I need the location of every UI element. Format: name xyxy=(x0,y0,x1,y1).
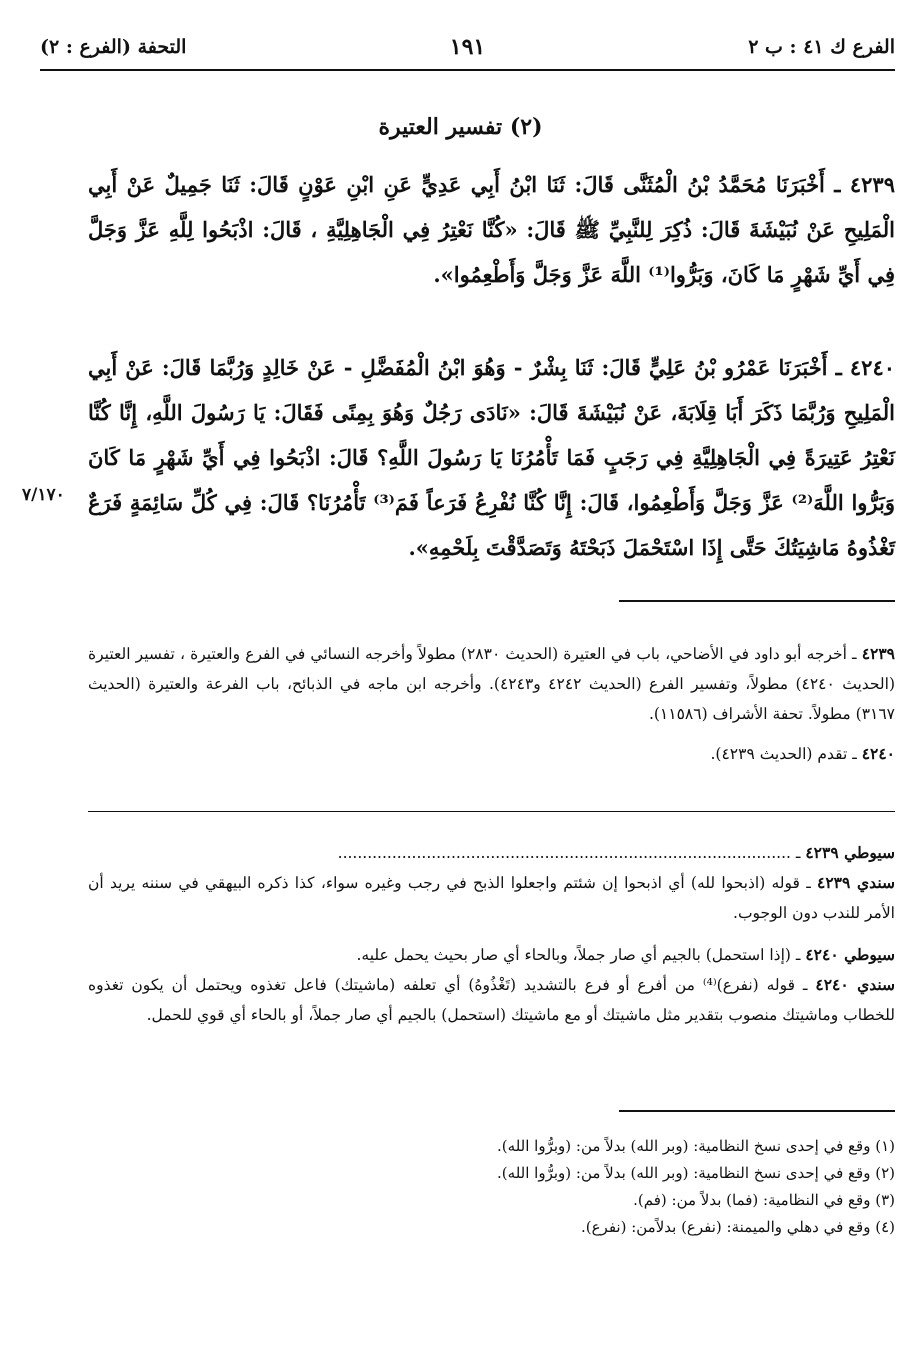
takhrij-number: ٤٢٤٠ xyxy=(861,744,895,763)
commentary-item xyxy=(88,940,895,970)
header-rule xyxy=(40,69,895,71)
hadith-text: ـ أَخْبَرَنَا عَمْرُو بْنُ عَلِيٍّ قَالَ: ثَنَا بِشْرٌ - وَهُوَ ابْنُ الْمُفَضَّلِ - عَنْ خَالِدٍ وَرُبَّمَا قَالَ: عَنْ أَبِي الْمَلِيحِ وَرُبَّمَا ذَكَرَ أَبَا قِلَابَةَ، عَنْ نُبَيْشَةَ قَالَ: «نَادَى رَجُلٌ وَهُوَ بِمِنًى فَقَالَ: يَا رَسُولَ اللَّهِ، إِنَّا كُنَّا نَعْتِرُ عَتِيرَةً فِي الْجَاهِلِيَّةِ فِي رَجَبٍ فَمَا تَأْمُرُنَا يَا رَسُولَ اللَّهِ؟ قَالَ: اذْبَحُوا فِي أَيِّ شَهْرٍ مَا كَانَ وَبَرُّوا اللَّهَ⁽²⁾ عَزَّ وَجَلَّ وَأَطْعِمُوا، قَالَ: إِنَّا كُنَّا نُفْرِعُ فَرَعاً فَمَ⁽³⁾ تَأْمُرُنَا؟ قَالَ: فِي كُلِّ سَائِمَةٍ فَرَعٌ تَغْذُوهُ مَاشِيَتُكَ حَتَّى إِذَا اسْتَحْمَلَ ذَبَحْتَهُ وَتَصَدَّقْتَ بِلَحْمِهِ». xyxy=(88,355,896,560)
footnotes xyxy=(497,1133,895,1241)
footnote: (٣) وقع في النظامية: (فما) بدلاً من: (فم). xyxy=(633,1191,895,1209)
commentary-item xyxy=(88,868,895,928)
takhrij-number: ٤٢٣٩ xyxy=(861,644,895,663)
section-title: (٢) تفسير العتيرة xyxy=(378,114,543,140)
commentary-label: سندي ٤٢٤٠ xyxy=(815,975,895,994)
commentary-text: ـ قوله (نفرع)⁽⁴⁾ من أفرع أو فرع بالتشديد (تَغْذُوهُ) أي تعلفه (ماشيتك) فاعل تغذوه ويحتمل أن يكون تغذوه للخطاب وماشيتك منصوب بتقدير مثل ماشيتك أو مع ماشيتك (استحمل) بالجيم أي صار جملاً، أو بالحاء أي قوي للحمل. xyxy=(88,976,895,1024)
commentary-item xyxy=(88,838,895,868)
commentary-label: سيوطي ٤٢٤٠ xyxy=(805,945,895,964)
commentary-separator xyxy=(88,811,895,812)
commentary-text: ـ xyxy=(795,844,801,862)
commentary-label: سندي ٤٢٣٩ xyxy=(817,873,895,892)
hadith-4239 xyxy=(88,162,895,297)
takhrij-text: ـ تقدم (الحديث ٤٢٣٩). xyxy=(710,745,857,763)
commentary-text: ـ قوله (اذبحوا لله) أي اذبحوا إن شئتم واجعلوا الذبح في رجب وغيره سواء، كذا ذكره البيهقي في سننه يريد أن الأمر للندب دون الوجوب. xyxy=(88,874,895,922)
header-tuhfa-ref: التحفة (الفرع : ٢) xyxy=(40,36,187,58)
takhrij-text: ـ أخرجه أبو داود في الأضاحي، باب في العتيرة (الحديث ٢٨٣٠) مطولاً وأخرجه النسائي في الفرع والعتيرة ، تفسير العتيرة (الحديث ٤٢٤٠) مطولاً، وتفسير الفرع (الحديث ٤٢٤٢ و٤٢٤٣). وأخرجه ابن ماجه في الذبائح، باب الفرعة والعتيرة (الحديث ٣١٦٧) مطولاً. تحفة الأشراف (١١٥٨٦). xyxy=(88,645,895,723)
footnote: (٢) وقع في إحدى نسخ النظامية: (وبر الله) بدلاً من: (وبرُّوا الله). xyxy=(497,1164,895,1182)
header-chapter-ref: الفرع ك ٤١ : ب ٢ xyxy=(748,36,895,58)
margin-reference: ٧/١٧٠ xyxy=(22,485,65,505)
footnote: (٤) وقع في دهلي والميمنة: (نفرع) بدلاًمن: (نفرع). xyxy=(580,1218,895,1236)
hadith-number: ٤٢٣٩ xyxy=(849,172,895,197)
takhrij-separator xyxy=(619,600,895,602)
commentary-text: ـ (إذا استحمل) بالجيم أي صار جملاً، وبالحاء أي صار بحيث يحمل عليه. xyxy=(356,946,801,964)
commentary-item xyxy=(88,970,895,1030)
hadith-text: ـ أَخْبَرَنَا مُحَمَّدُ بْنُ الْمُثَنَّى قَالَ: ثَنَا ابْنُ أَبِي عَدِيٍّ عَنِ ابْنِ عَوْنٍ قَالَ: ثَنَا جَمِيلٌ عَنْ أَبِي الْمَلِيحِ عَنْ نُبَيْشَةَ قَالَ: ذُكِرَ لِلنَّبِيِّ ﷺ قَالَ: «كُنَّا نَعْتِرُ فِي الْجَاهِلِيَّةِ ، قَالَ: اذْبَحُوا لِلَّهِ عَزَّ وَجَلَّ فِي أَيِّ شَهْرٍ مَا كَانَ، وَبَرُّوا⁽¹⁾ اللَّهَ عَزَّ وَجَلَّ وَأَطْعِمُوا». xyxy=(88,172,895,287)
hadith-number: ٤٢٤٠ xyxy=(849,355,896,380)
commentary-dots: ............................................................................................ xyxy=(337,844,791,862)
takhrij-item xyxy=(88,739,895,769)
page-header xyxy=(40,28,895,68)
page-number: ١٩١ xyxy=(449,34,486,60)
footnote-separator xyxy=(619,1110,895,1112)
commentary-section xyxy=(88,838,895,1030)
takhrij-notes xyxy=(88,639,895,769)
hadith-4240 xyxy=(88,345,895,570)
commentary-label: سيوطي ٤٢٣٩ xyxy=(805,843,895,862)
takhrij-item xyxy=(88,639,895,729)
footnote: (١) وقع في إحدى نسخ النظامية: (وبر الله) بدلاً من: (وبرُّوا الله). xyxy=(497,1137,895,1155)
